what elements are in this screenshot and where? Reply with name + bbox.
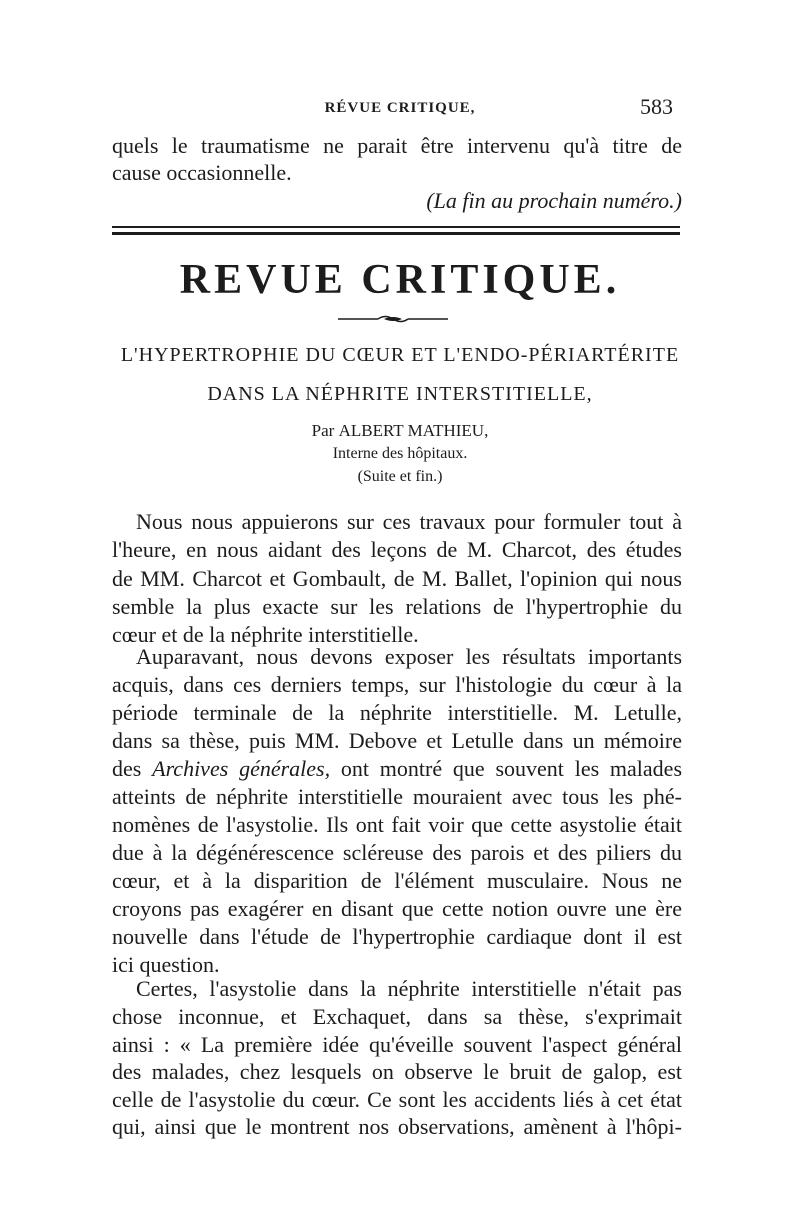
text-line: de MM. Charcot et Gombault, de M. Ballet, l'opinion qui nous <box>112 566 682 591</box>
text-line: cœur, et à la disparition de l'élément musculaire. Nous ne <box>112 868 682 893</box>
ornament-flourish-icon <box>338 314 448 324</box>
text-line: cause occasionnelle. <box>112 160 292 185</box>
text-fragment: des <box>112 756 142 781</box>
journal-reference: Archives générales, <box>152 756 331 781</box>
text-line: qui, ainsi que le montrent nos observations, amènent à l'hôpi- <box>112 1114 682 1139</box>
text-line: ainsi : « La première idée qu'éveille souvent l'aspect général <box>112 1032 682 1057</box>
text-line: nouvelle dans l'étude de l'hypertrophie cardiaque dont il est <box>112 924 682 949</box>
text-line: ici question. <box>112 952 220 977</box>
text-line: quels le traumatisme ne parait être intervenu qu'à titre de <box>112 133 682 158</box>
continuation-note: (Suite et fin.) <box>357 468 443 485</box>
page-number: 583 <box>640 94 673 119</box>
byline <box>0 421 800 441</box>
article-title-line: L'HYPERTROPHIE DU CŒUR ET L'ENDO-PÉRIARTÉRITE <box>120 344 680 366</box>
text-line: Certes, l'asystolie dans la néphrite interstitielle n'était pas <box>136 976 682 1001</box>
running-head <box>0 94 800 124</box>
byline-prefix: Par <box>311 421 339 440</box>
text-line: atteints de néphrite interstitielle mouraient avec tous les phé- <box>112 784 682 809</box>
text-line: acquis, dans ces derniers temps, sur l'histologie du cœur à la <box>112 672 682 697</box>
text-line: période terminale de la néphrite interstitielle. M. Letulle, <box>112 700 682 725</box>
author-role: Interne des hôpitaux. <box>332 445 468 462</box>
section-title: REVUE CRITIQUE. <box>179 257 621 303</box>
continued-note: (La fin au prochain numéro.) <box>426 188 682 213</box>
separator-rule <box>112 226 680 228</box>
running-title: RÉVUE CRITIQUE, <box>324 100 476 116</box>
text-line <box>112 756 682 782</box>
text-line: Auparavant, nous devons exposer les résultats importants <box>136 644 682 669</box>
text-line: celle de l'asystolie du cœur. Ce sont les accidents liés à cet état <box>112 1087 682 1112</box>
text-line: dans sa thèse, puis MM. Debove et Letulle dans un mémoire <box>112 728 682 753</box>
separator-rule <box>112 232 680 235</box>
author-name: ALBERT MATHIEU, <box>338 421 489 440</box>
text-line: nomènes de l'asystolie. Ils ont fait voir que cette asystolie était <box>112 812 682 837</box>
text-line: due à la dégénérescence scléreuse des parois et des piliers du <box>112 840 682 865</box>
text-line: des malades, chez lesquels on observe le bruit de galop, est <box>112 1059 682 1084</box>
article-title-line: DANS LA NÉPHRITE INTERSTITIELLE, <box>207 383 593 405</box>
text-line: croyons pas exagérer en disant que cette notion ouvre une ère <box>112 896 682 921</box>
text-line: l'heure, en nous aidant des leçons de M. Charcot, des études <box>112 537 682 562</box>
text-line: cœur et de la néphrite interstitielle. <box>112 622 419 647</box>
text-fragment: ont montré que souvent les malades <box>340 756 683 781</box>
text-line: Nous nous appuierons sur ces travaux pour formuler tout à <box>136 509 682 534</box>
text-line: semble la plus exacte sur les relations de l'hypertrophie du <box>112 594 682 619</box>
text-line: chose inconnue, et Exchaquet, dans sa thèse, s'exprimait <box>112 1004 682 1029</box>
